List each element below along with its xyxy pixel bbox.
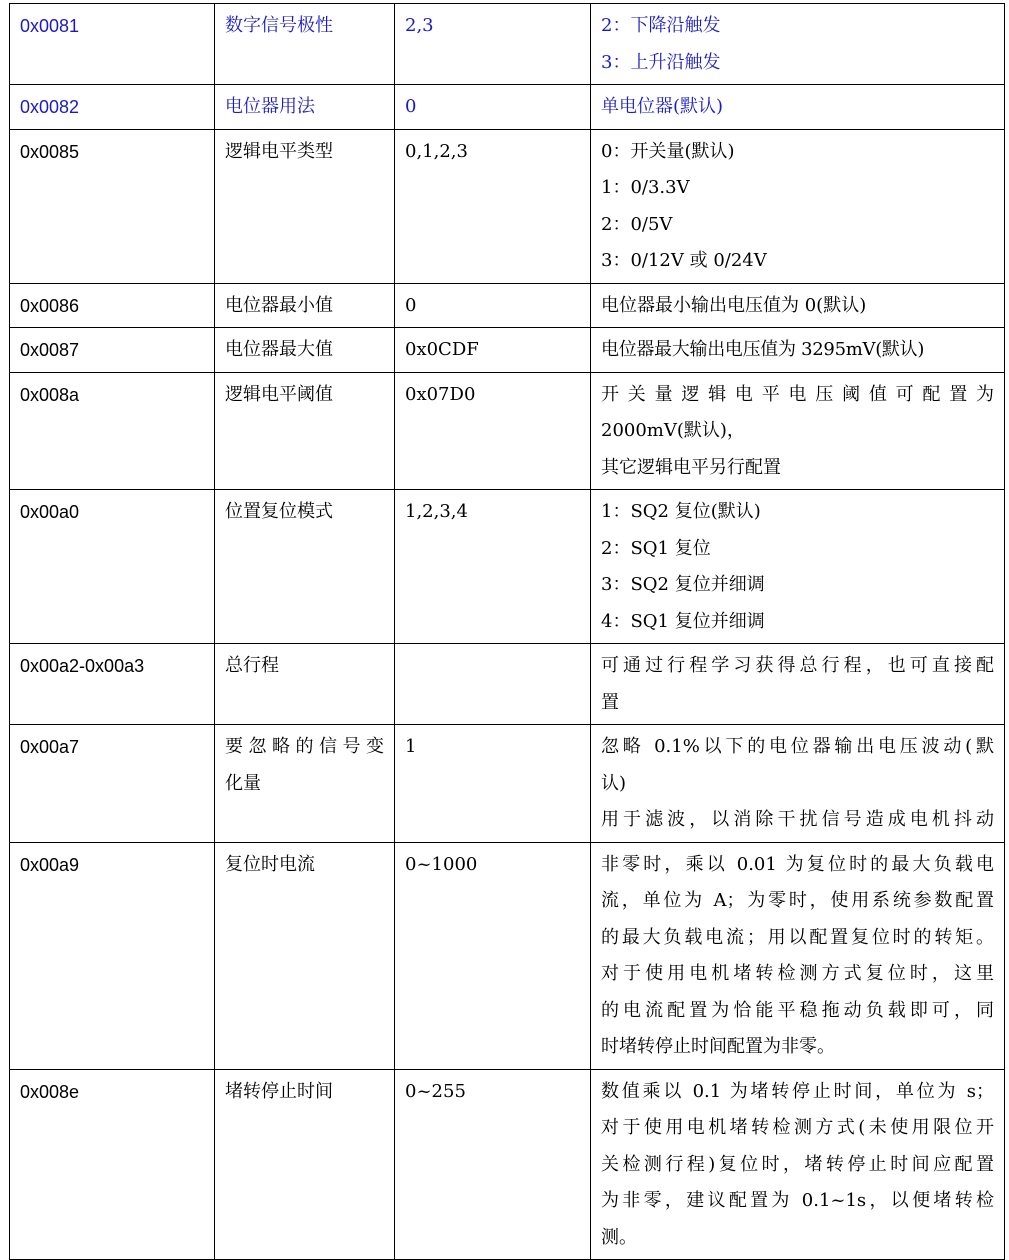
address-cell: 0x008a [10, 372, 215, 490]
description-line: 数值乘以 0.1 为堵转停止时间，单位为 s； [601, 1080, 994, 1102]
description-line: 为非零，建议配置为 0.1~1s，以便堵转检 [601, 1190, 994, 1211]
description-cell [591, 85, 1005, 130]
description-cell [591, 842, 1005, 1069]
value-cell: 0 [395, 283, 591, 328]
description-line: 对于使用电机堵转检测方式复位时，这里 [601, 963, 994, 984]
name-cell: 电位器最大值 [215, 328, 395, 373]
address-cell: 0x0085 [10, 129, 215, 283]
table-row [10, 842, 1005, 1069]
description-line: 4：SQ1 复位并细调 [601, 610, 765, 632]
table-row [10, 725, 1005, 843]
value-cell: 0x0CDF [395, 328, 591, 373]
value-cell: 0~255 [395, 1069, 591, 1260]
description-line: 流，单位为 A；为零时，使用系统参数配置 [601, 890, 994, 911]
value-cell: 0~1000 [395, 842, 591, 1069]
description-line: 电位器最大输出电压值为 3295mV(默认) [601, 339, 925, 360]
table-row [10, 85, 1005, 130]
description-cell [591, 283, 1005, 328]
value-cell: 1,2,3,4 [395, 490, 591, 644]
description-cell [591, 644, 1005, 725]
table-row [10, 4, 1005, 85]
description-cell [591, 129, 1005, 283]
description-line: 非零时，乘以 0.01 为复位时的最大负载电 [601, 853, 994, 875]
description-line: 2：下降沿触发 [601, 15, 721, 36]
description-line: 3：上升沿触发 [601, 51, 721, 73]
address-cell: 0x0082 [10, 85, 215, 130]
table-row [10, 1069, 1005, 1260]
description-line: 测。 [601, 1226, 637, 1248]
value-cell: 0,1,2,3 [395, 129, 591, 283]
value-cell [395, 644, 591, 725]
description-cell [591, 372, 1005, 490]
name-cell: 堵转停止时间 [215, 1069, 395, 1260]
name-cell: 位置复位模式 [215, 490, 395, 644]
description-cell [591, 328, 1005, 373]
description-line: 认) [601, 772, 627, 794]
value-cell: 2,3 [395, 4, 591, 85]
value-cell: 0x07D0 [395, 372, 591, 490]
address-cell: 0x0081 [10, 4, 215, 85]
table-row [10, 328, 1005, 373]
description-line: 2：SQ1 复位 [601, 537, 711, 559]
description-line: 1：0/3.3V [601, 177, 690, 198]
description-line: 置 [601, 691, 619, 713]
name-cell [215, 725, 395, 843]
description-line: 单电位器(默认) [601, 96, 724, 117]
description-line: 3：0/12V 或 0/24V [601, 250, 767, 271]
table-row [10, 490, 1005, 644]
parameter-table [9, 3, 1005, 1260]
description-line: 对于使用电机堵转检测方式(未使用限位开 [601, 1117, 994, 1138]
description-line: 可通过行程学习获得总行程，也可直接配 [601, 655, 994, 676]
description-line: 2000mV(默认)， [601, 420, 745, 441]
description-line: 0：开关量(默认) [601, 140, 735, 162]
table-row [10, 283, 1005, 328]
description-line: 忽略 0.1%以下的电位器输出电压波动(默 [601, 736, 994, 757]
value-cell: 1 [395, 725, 591, 843]
description-cell [591, 490, 1005, 644]
address-cell: 0x00a7 [10, 725, 215, 843]
page [9, 3, 1005, 1260]
description-line: 1：SQ2 复位(默认) [601, 501, 761, 522]
description-line: 时堵转停止时间配置为非零。 [601, 1036, 835, 1057]
name-line: 要忽略的信号变 [225, 736, 384, 757]
name-line: 化量 [225, 772, 261, 794]
name-cell: 复位时电流 [215, 842, 395, 1069]
description-line: 其它逻辑电平另行配置 [601, 456, 781, 478]
name-cell: 逻辑电平阈值 [215, 372, 395, 490]
description-line: 的电流配置为恰能平稳拖动负载即可，同 [601, 999, 994, 1021]
description-line: 电位器最小输出电压值为 0(默认) [601, 294, 867, 316]
address-cell: 0x0087 [10, 328, 215, 373]
table-row [10, 129, 1005, 283]
name-cell: 逻辑电平类型 [215, 129, 395, 283]
name-cell: 电位器最小值 [215, 283, 395, 328]
description-line: 3：SQ2 复位并细调 [601, 574, 765, 595]
address-cell: 0x00a9 [10, 842, 215, 1069]
address-cell: 0x00a0 [10, 490, 215, 644]
description-line: 开关量逻辑电平电压阈值可配置为 [601, 383, 994, 405]
description-line: 关检测行程)复位时，堵转停止时间应配置 [601, 1153, 994, 1175]
address-cell: 0x00a2-0x00a3 [10, 644, 215, 725]
address-cell: 0x008e [10, 1069, 215, 1260]
name-cell: 总行程 [215, 644, 395, 725]
value-cell: 0 [395, 85, 591, 130]
description-line: 2：0/5V [601, 213, 673, 235]
table-row [10, 372, 1005, 490]
name-cell: 数字信号极性 [215, 4, 395, 85]
description-cell [591, 725, 1005, 843]
table-row [10, 644, 1005, 725]
address-cell: 0x0086 [10, 283, 215, 328]
description-line: 用于滤波，以消除干扰信号造成电机抖动 [601, 809, 994, 830]
description-cell [591, 1069, 1005, 1260]
name-cell: 电位器用法 [215, 85, 395, 130]
description-cell [591, 4, 1005, 85]
description-line: 的最大负载电流；用以配置复位时的转矩。 [601, 926, 994, 948]
